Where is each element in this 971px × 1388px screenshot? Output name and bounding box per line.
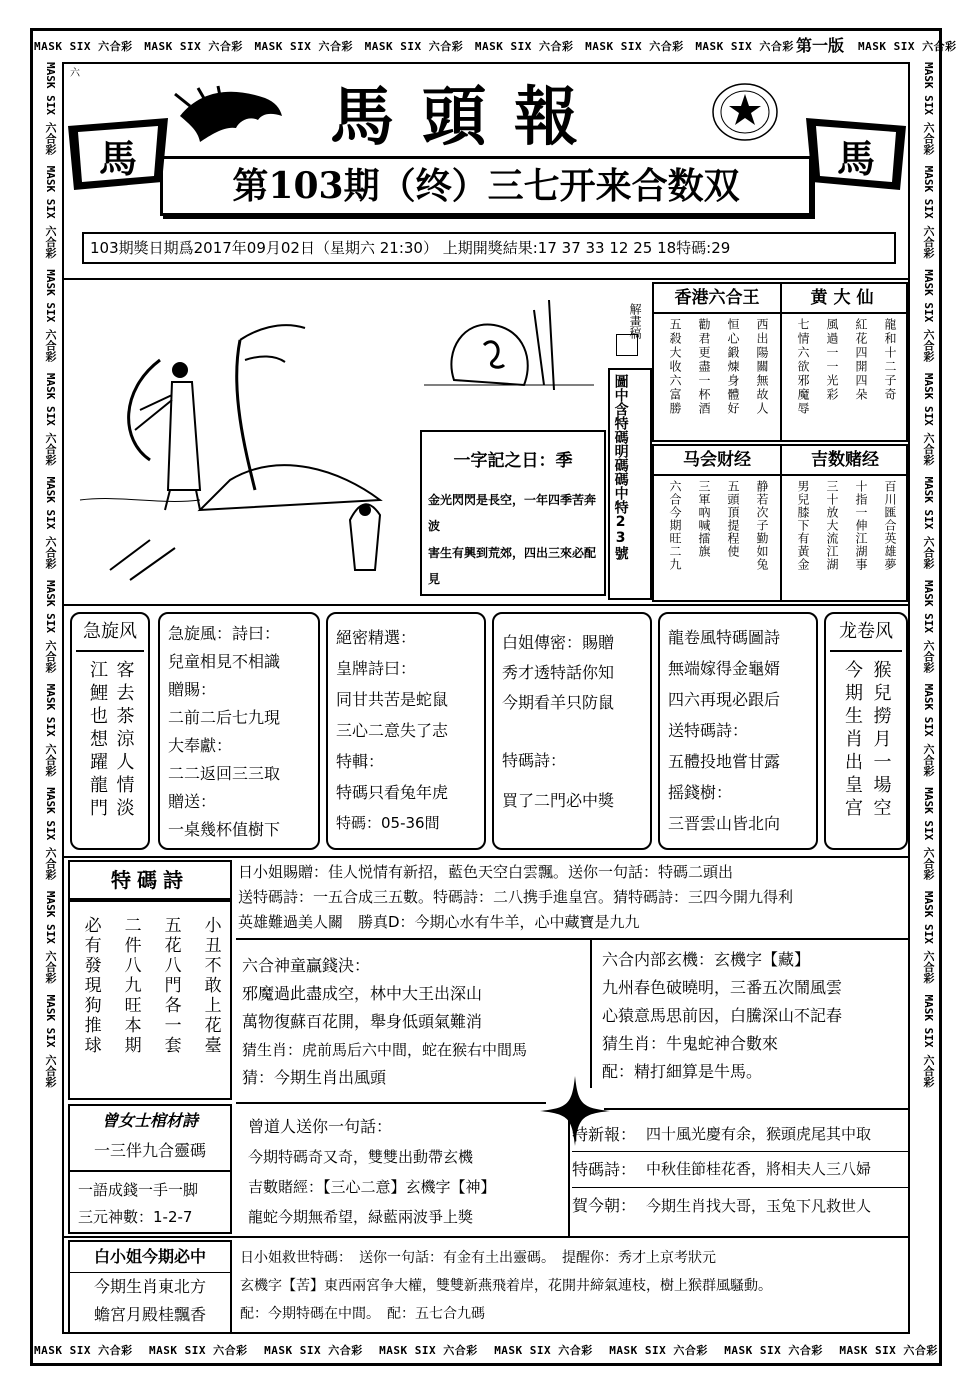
poem-line: 龍蛇今期無希望，緑藍兩波爭上獎 xyxy=(248,1208,474,1226)
bai-xiaojie-line: 今期生肖東北方 xyxy=(93,1277,206,1296)
longjuan-title: 龙卷风 xyxy=(830,614,902,652)
border-text: MASK SIX 六合彩 xyxy=(585,40,684,53)
poem-column: 西出陽關無故人 xyxy=(755,318,769,416)
poem-line: 贈賜： xyxy=(168,680,217,699)
poem-line: 九州春色破曉明，三番五次鬧風雲 xyxy=(602,978,843,997)
border-text: MASK SIX 六合彩 xyxy=(44,62,57,155)
tema-shi-title: 特碼詩 xyxy=(111,868,189,892)
wts-title: 黄大仙 xyxy=(810,288,880,308)
zeng-line: 三元神數：1-2-7 xyxy=(78,1208,193,1226)
poem-line: 特碼詩： xyxy=(502,751,567,770)
hk-lhc-title: 香港六合王 xyxy=(674,288,760,308)
daoren-section xyxy=(248,1112,566,1238)
hk-lhc-poem xyxy=(660,318,776,438)
bai-xiaojie-box xyxy=(68,1240,232,1334)
left-border-strip xyxy=(36,62,58,1334)
bai-xiaojie-line: 蟾宮月殿桂飄香 xyxy=(93,1305,206,1324)
divider xyxy=(236,1102,546,1104)
poem-line: 邪魔過此盡成空，林中大王出深山 xyxy=(242,984,483,1003)
border-text: MASK SIX 六合彩 xyxy=(44,269,57,362)
poem-line: 一桌幾杯值樹下 xyxy=(168,820,281,839)
jiushi-line: 配：今期特碼在中間。 配：五七合九碼 xyxy=(240,1306,485,1322)
corner-mark: 六 xyxy=(70,68,80,79)
poem-line: 三心二意失了志 xyxy=(336,721,449,740)
poem-column: 客去茶涼人情淡 xyxy=(113,660,135,821)
zeng-title: 曾女士棺材詩 xyxy=(101,1111,198,1130)
zeng-line: 一語成錢一手一脚 xyxy=(78,1181,199,1199)
horse-logo xyxy=(170,86,290,146)
left-banner xyxy=(68,118,168,190)
border-text: MASK SIX 六合彩 xyxy=(922,994,935,1088)
riddle-line-1: 金光閃閃是長空，一年四季苦奔波 xyxy=(428,493,597,534)
seal-stamp xyxy=(700,74,790,144)
border-text: MASK SIX 六合彩 xyxy=(494,1344,593,1357)
poem-line: 配：精打細算是牛馬。 xyxy=(602,1062,763,1081)
poem-line: 白姐傳密：賜贈 xyxy=(502,633,615,652)
riddle-title: 一字記之日：季 xyxy=(453,451,573,471)
border-text: MASK SIX 六合彩 xyxy=(609,1344,708,1357)
border-text: MASK SIX 六合彩 xyxy=(44,372,57,466)
tema-shi-body xyxy=(68,900,232,1100)
border-text: MASK SIX 六合彩 xyxy=(724,1344,823,1357)
border-text: MASK SIX 六合彩 xyxy=(695,40,794,53)
poem-line: 摇錢樹： xyxy=(668,783,733,802)
texin-label: 特碼詩： xyxy=(572,1159,637,1179)
border-text: MASK SIX 六合彩 xyxy=(922,787,935,880)
texin-text: 四十風光慶有余，猴頭虎尾其中取 xyxy=(646,1125,872,1144)
border-text: MASK SIX 六合彩 xyxy=(922,476,935,570)
poem-line: 絕密精選： xyxy=(336,628,417,647)
longjuanfeng-box xyxy=(824,612,908,850)
border-text: MASK SIX 六合彩 xyxy=(922,165,935,259)
poem-line: 曾道人送你一句話： xyxy=(248,1117,393,1136)
poem-line: 皇牌詩曰： xyxy=(336,659,417,678)
border-text: MASK SIX 六合彩 xyxy=(44,580,57,673)
right-banner xyxy=(806,118,906,190)
poem-column: 十指一伸江湖事 xyxy=(854,480,868,571)
draw-info-bar xyxy=(82,232,896,264)
jiushi-line: 玄機字【苦】東西兩宮争大權，雙雙新燕飛着岸，花開井締氣連枝，樹上猴群風騷動。 xyxy=(240,1278,772,1294)
divider xyxy=(590,940,592,1088)
texin-text: 中秋佳節桂花香，將相夫人三八婦 xyxy=(646,1160,872,1179)
jixuanfeng-box xyxy=(70,612,150,850)
texin-label: 賀今朝： xyxy=(572,1196,637,1215)
divider xyxy=(64,1236,908,1238)
poem-column: 風過一一光彩 xyxy=(825,318,839,402)
poem-line: 秀才透特話你知 xyxy=(502,663,615,682)
divider xyxy=(236,938,908,940)
poem-column: 龍和十二子奇 xyxy=(883,318,897,402)
right-border-strip xyxy=(914,62,936,1334)
poem-column: 百川匯合英雄夢 xyxy=(883,480,897,571)
edition-label: 第一版 xyxy=(796,36,845,55)
border-text: MASK SIX 六合彩 xyxy=(44,994,57,1088)
riddle-box xyxy=(420,430,606,596)
xiaojie-section xyxy=(238,860,908,936)
mahui-poem xyxy=(660,480,776,598)
border-text: MASK SIX 六合彩 xyxy=(839,1344,938,1357)
left-banner-text: 馬 xyxy=(98,136,137,181)
tema-shi-header xyxy=(68,860,232,900)
texin-section xyxy=(572,1118,908,1232)
poem-column: 勸君更盡一杯酒 xyxy=(697,318,711,416)
divider xyxy=(64,278,908,280)
jiegao-seal xyxy=(616,334,638,356)
divider xyxy=(568,1112,570,1236)
poem-line: 送特碼詩： xyxy=(668,721,749,740)
shentong-section xyxy=(242,952,582,1098)
poem-line: 四六再現必跟后 xyxy=(668,690,781,709)
texin-label: 特新報： xyxy=(572,1124,637,1144)
border-text: MASK SIX 六合彩 xyxy=(44,165,57,259)
juemi-box xyxy=(326,612,486,850)
top-border-strip-right xyxy=(858,34,957,58)
table-divider xyxy=(652,474,908,476)
poem-line: 買了二門必中獎 xyxy=(502,791,615,810)
border-text: MASK SIX 六合彩 xyxy=(922,890,935,984)
poem-column: 二件八九旺本期 xyxy=(120,916,141,1056)
riddle-line-2: 害生有興到荒郊，四出三來必配見 xyxy=(428,545,597,587)
jishu-title: 吉数赌经 xyxy=(811,450,879,470)
border-text: MASK SIX 六合彩 xyxy=(44,476,57,570)
border-text: MASK SIX 六合彩 xyxy=(922,372,935,466)
texin-text: 今期生肖找大哥，玉兔下凡救世人 xyxy=(646,1196,872,1215)
border-text: MASK SIX 六合彩 xyxy=(474,40,574,53)
border-text: MASK SIX 六合彩 xyxy=(144,40,243,53)
jiushi-line: 日小姐救世特碼： 送你一句話：有金有土出靈碼。 提醒你：秀才上京考狀元 xyxy=(240,1250,716,1266)
poem-column: 静若次子勤如兔 xyxy=(755,480,769,571)
jiegao-label: 解畫稿 xyxy=(628,303,642,339)
poem-line: 特碼只看兔年虎 xyxy=(336,783,449,802)
jixuan-poem-box xyxy=(158,612,320,850)
divider xyxy=(64,604,908,606)
poem-column: 三軍吶喊擂旗 xyxy=(697,480,711,558)
poem-line: 猜生肖：虎前馬后六中間，蛇在猴右中間馬 xyxy=(242,1041,528,1059)
poem-column: 五殺大收六富勝 xyxy=(668,318,682,416)
table-divider xyxy=(652,312,908,314)
poem-column: 五花八門各一套 xyxy=(160,916,181,1056)
poem-line: 大奉獻： xyxy=(168,736,233,755)
poem-column: 恒心鍛煉身體好 xyxy=(726,318,740,416)
neibu-section xyxy=(602,946,906,1096)
poem-line: 龍卷風特碼圖詩 xyxy=(668,628,781,647)
border-text: MASK SIX 六合彩 xyxy=(254,40,354,53)
poem-line: 六合内部玄機：玄機字【藏】 xyxy=(602,950,811,969)
poem-line: 特碼：05-36間 xyxy=(336,814,440,832)
border-text: MASK SIX 六合彩 xyxy=(922,683,935,777)
poem-column: 小丑不敢上花臺 xyxy=(200,916,221,1056)
headline-text: 第103期（终）三七开来合数双 xyxy=(232,165,740,207)
divider xyxy=(604,1108,908,1110)
zeng-box xyxy=(68,1104,232,1234)
poem-column: 今期生肖出皇宫 xyxy=(842,660,863,821)
poem-column: 男兒膝下有黃金 xyxy=(796,480,810,571)
poem-column: 紅花四開四朵 xyxy=(854,318,868,402)
poem-line: 萬物復蘇百花開，舉身低頭氣難消 xyxy=(242,1012,483,1031)
poem-column: 必有發現狗推球 xyxy=(80,916,101,1056)
divider xyxy=(64,856,908,858)
border-text: MASK SIX 六合彩 xyxy=(34,1344,133,1357)
masthead-title: 馬頭報 xyxy=(330,80,606,155)
mahui-title: 马会财经 xyxy=(683,450,751,470)
border-text: MASK SIX 六合彩 xyxy=(44,787,57,880)
poem-line: 無端嫁得金龜婿 xyxy=(668,659,781,678)
tuzhong-text: 圖中含特碼明碼碼中特23號 xyxy=(612,374,629,560)
border-text: MASK SIX 六合彩 xyxy=(44,683,57,777)
poem-line: 猜生肖：牛鬼蛇神合數來 xyxy=(602,1034,779,1053)
border-text: MASK SIX 六合彩 xyxy=(364,40,464,53)
rock-illustration xyxy=(414,290,604,400)
poem-line: 今期特碼奇又奇，雙雙出動帶玄機 xyxy=(248,1148,474,1166)
poem-column: 七情六欲邪魔辱 xyxy=(796,318,810,416)
poem-column: 江鯉也想躍龍門 xyxy=(87,660,108,821)
headline-box xyxy=(160,156,812,216)
right-banner-text: 馬 xyxy=(836,136,875,181)
jiushi-section xyxy=(240,1244,908,1332)
border-text: MASK SIX 六合彩 xyxy=(922,62,935,155)
top-border-strip xyxy=(34,34,794,58)
poem-line: 贈送： xyxy=(168,792,217,811)
poem-line: 二二返回三三取 xyxy=(168,764,281,783)
baijie-box xyxy=(492,612,652,850)
bottom-border-strip xyxy=(34,1338,938,1362)
xiaojie-line: 送特碼詩：一五合成三五數。特碼詩：二八携手進皇宫。猜特碼詩：三四今開九得利 xyxy=(238,888,794,906)
zeng-line: 一三伴九合靈碼 xyxy=(93,1141,206,1160)
poem-column: 三十放大流江湖 xyxy=(825,480,839,571)
bai-xiaojie-title: 白小姐今期必中 xyxy=(70,1242,230,1273)
border-text: MASK SIX 六合彩 xyxy=(922,269,935,362)
poem-line: 吉數賭經：【三心二意】玄機字【神】 xyxy=(248,1178,496,1196)
archer-illustration xyxy=(80,300,420,590)
border-text: MASK SIX 六合彩 xyxy=(34,40,133,53)
poem-line: 二前二后七九現 xyxy=(168,708,281,727)
border-text: MASK SIX 六合彩 xyxy=(44,890,57,984)
xiaojie-line: 英雄難過美人關 勝真D：今期心水有牛羊，心中藏寶是九九 xyxy=(238,913,640,931)
poem-line: 心猿意馬思前因，白騰深山不記春 xyxy=(602,1006,843,1025)
border-text: MASK SIX 六合彩 xyxy=(149,1344,248,1357)
jixuanfeng-title: 急旋风 xyxy=(76,614,144,652)
poem-line: 五體投地嘗甘露 xyxy=(668,752,781,771)
longjuan-poem-box xyxy=(658,612,818,850)
border-text: MASK SIX 六合彩 xyxy=(922,580,935,673)
tuzhong-box xyxy=(608,368,652,600)
poem-column: 猴兒撈月一場空 xyxy=(870,660,892,821)
jishu-poem xyxy=(788,480,904,598)
poem-line: 三晋雲山皆北向 xyxy=(668,814,781,833)
poem-column: 五頭頂提程使 xyxy=(726,480,740,558)
border-text: MASK SIX 六合彩 xyxy=(858,40,957,53)
poem-line: 急旋風：詩曰： xyxy=(168,624,281,643)
poem-line: 猜：今期生肖出風頭 xyxy=(242,1068,387,1087)
poem-column: 六合今期旺二九 xyxy=(668,480,682,571)
poem-line: 今期看羊只防鼠 xyxy=(502,693,615,712)
poem-line: 特輯： xyxy=(336,752,385,771)
draw-info-text: 103期獎日期爲2017年09月02日（星期六 21:30） 上期開獎結果:17 37 33 12 25 18特碼:29 xyxy=(90,239,731,257)
wts-poem xyxy=(788,318,904,438)
poem-line: 六合神童贏錢決： xyxy=(242,956,371,975)
xiaojie-line: 日小姐賜贈：佳人悦情有新招，藍色天空白雲飄。送你一句話：特碼二頭出 xyxy=(238,863,734,881)
poem-line: 同甘共苦是蛇鼠 xyxy=(336,690,449,709)
border-text: MASK SIX 六合彩 xyxy=(264,1344,363,1357)
poem-line: 兒童相見不相識 xyxy=(168,652,281,671)
border-text: MASK SIX 六合彩 xyxy=(379,1344,478,1357)
